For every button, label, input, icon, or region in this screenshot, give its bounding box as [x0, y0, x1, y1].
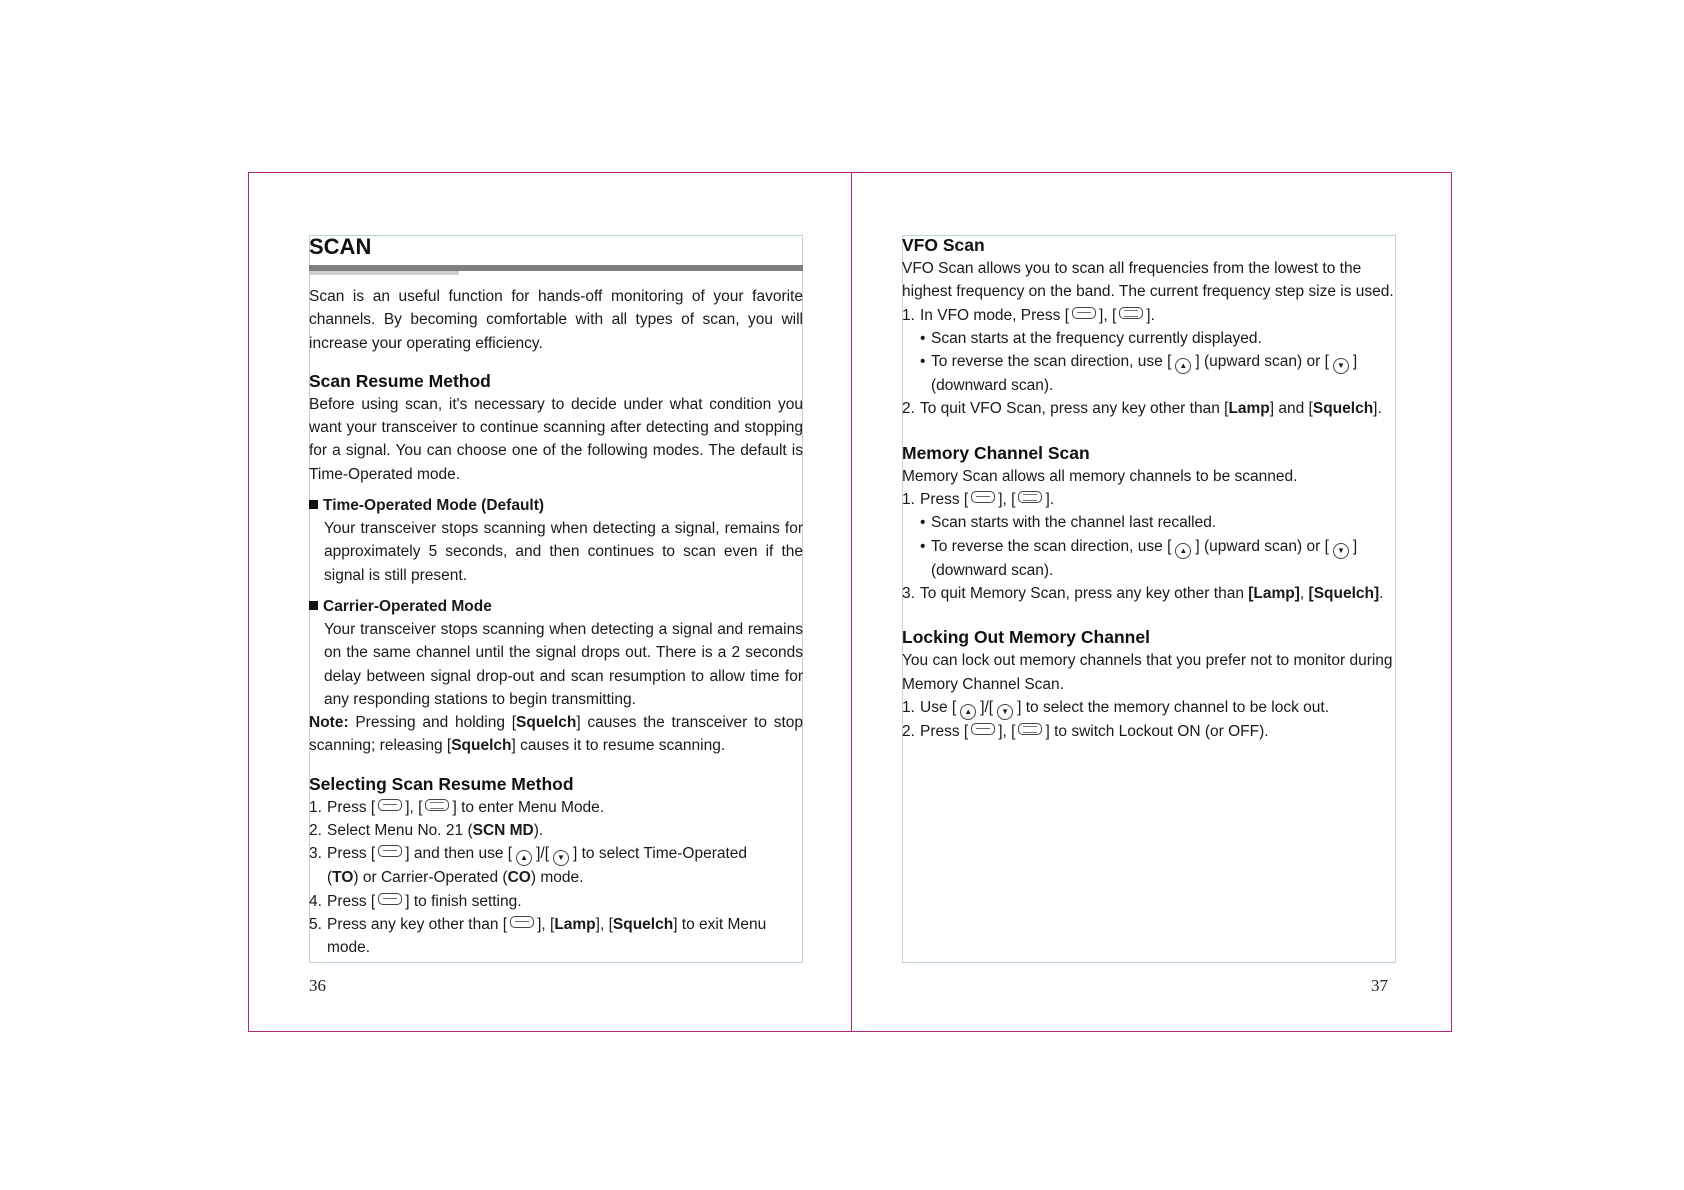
- page-title: SCAN: [309, 234, 372, 259]
- list-item: • To reverse the scan direction, use [ ▲ ] (upward scan) or [ ▼ ] (downward scan).: [920, 537, 1358, 579]
- list-item: • Scan starts at the frequency currently displayed.: [920, 329, 1262, 347]
- page-number-left: 36: [309, 976, 326, 995]
- lockout-key-icon: [1018, 723, 1042, 735]
- function-key-icon: [378, 893, 402, 905]
- list-item: 4. Press [ ] to finish setting.: [309, 892, 522, 910]
- note-paragraph: Note: Pressing and holding [Squelch] causes the transceiver to stop scanning; releasing [Squelch] causes it to resume scanning.: [309, 714, 804, 755]
- function-key-icon: [971, 491, 995, 503]
- selecting-heading: Selecting Scan Resume Method: [309, 773, 574, 794]
- time-operated-paragraph: Your transceiver stops scanning when detecting a signal, remains for approximately 5 seconds, and then continues to scan even if the signal is still present.: [324, 520, 803, 584]
- menu-key-icon: [425, 799, 449, 811]
- lockout-heading: Locking Out Memory Channel: [902, 627, 1150, 648]
- up-arrow-key-icon: ▲: [516, 850, 532, 866]
- left-page: [309, 233, 803, 960]
- up-arrow-key-icon: ▲: [960, 704, 976, 720]
- list-item: • Scan starts with the channel last recalled.: [920, 514, 1217, 532]
- lockout-paragraph: You can lock out memory channels that you prefer not to monitor during Memory Channel Scan.: [902, 652, 1393, 693]
- list-item: • To reverse the scan direction, use [ ▲ ] (upward scan) or [ ▼ ] (downward scan).: [920, 353, 1358, 395]
- memory-scan-paragraph: Memory Scan allows all memory channels to be scanned.: [902, 467, 1298, 485]
- vfo-heading: VFO Scan: [902, 235, 985, 255]
- manual-spread: [248, 172, 1452, 1032]
- up-arrow-key-icon: ▲: [1175, 358, 1191, 374]
- list-item: 3. Press [ ] and then use [ ▲ ]/[ ▼ ] to select Time-Operated (TO) or Carrier-Operated (CO) mode.: [309, 845, 748, 887]
- function-key-icon: [378, 799, 402, 811]
- list-item: 5. Press any key other than [ ], [Lamp], [Squelch] to exit Menu mode.: [309, 915, 767, 957]
- scan-key-icon: [1018, 491, 1042, 503]
- list-item: 1. Use [ ▲ ]/[ ▼ ] to select the memory channel to be lock out.: [902, 696, 1396, 720]
- list-item: 2. To quit VFO Scan, press any key other than [Lamp] and [Squelch].: [902, 400, 1382, 418]
- list-item: 1. Press [ ], [ ].: [902, 491, 1055, 509]
- function-key-icon: [378, 845, 402, 857]
- scan-key-icon: [1119, 307, 1143, 319]
- list-item: 1. Press [ ], [ ] to enter Menu Mode.: [309, 798, 605, 816]
- square-bullet-icon: [309, 500, 318, 509]
- time-operated-heading: Time-Operated Mode (Default): [309, 494, 803, 517]
- page-number-right: 37: [1371, 976, 1388, 995]
- down-arrow-key-icon: ▼: [1333, 543, 1349, 559]
- function-key-icon: [1072, 307, 1096, 319]
- function-key-icon: [510, 916, 534, 928]
- list-item: 2. Select Menu No. 21 (SCN MD).: [309, 822, 544, 840]
- list-item: 1. In VFO mode, Press [ ], [ ].: [902, 306, 1155, 324]
- resume-paragraph: Before using scan, it's necessary to decide under what condition you want your transceiver to continue scanning after detecting and stopping for a signal. You can choose one of the following modes. The default is Time-Operated mode.: [309, 395, 803, 483]
- memory-scan-heading: Memory Channel Scan: [902, 442, 1090, 463]
- function-key-icon: [971, 723, 995, 735]
- title-rule: [309, 265, 803, 275]
- down-arrow-key-icon: ▼: [997, 704, 1013, 720]
- up-arrow-key-icon: ▲: [1175, 543, 1191, 559]
- right-page: [902, 233, 1396, 743]
- carrier-operated-heading: Carrier-Operated Mode: [309, 595, 803, 618]
- intro-paragraph: Scan is an useful function for hands-off monitoring of your favorite channels. By becoming comfortable with all types of scan, you will increase your operating efficiency.: [309, 288, 803, 352]
- list-item: 2. Press [ ], [ ] to switch Lockout ON (or OFF).: [902, 722, 1269, 740]
- page-fold: [851, 173, 852, 1031]
- resume-heading: Scan Resume Method: [309, 370, 491, 391]
- carrier-operated-paragraph: Your transceiver stops scanning when detecting a signal and remains on the same channel until the signal drops out. There is a 2 seconds delay between signal drop-out and scan resumption to allow time for any responding stations to begin transmitting.: [324, 620, 803, 708]
- down-arrow-key-icon: ▼: [553, 850, 569, 866]
- square-bullet-icon: [309, 601, 318, 610]
- list-item: 3. To quit Memory Scan, press any key other than [Lamp], [Squelch].: [902, 584, 1384, 602]
- down-arrow-key-icon: ▼: [1333, 358, 1349, 374]
- vfo-paragraph: VFO Scan allows you to scan all frequencies from the lowest to the highest frequency on the band. The current frequency step size is used.: [902, 260, 1394, 301]
